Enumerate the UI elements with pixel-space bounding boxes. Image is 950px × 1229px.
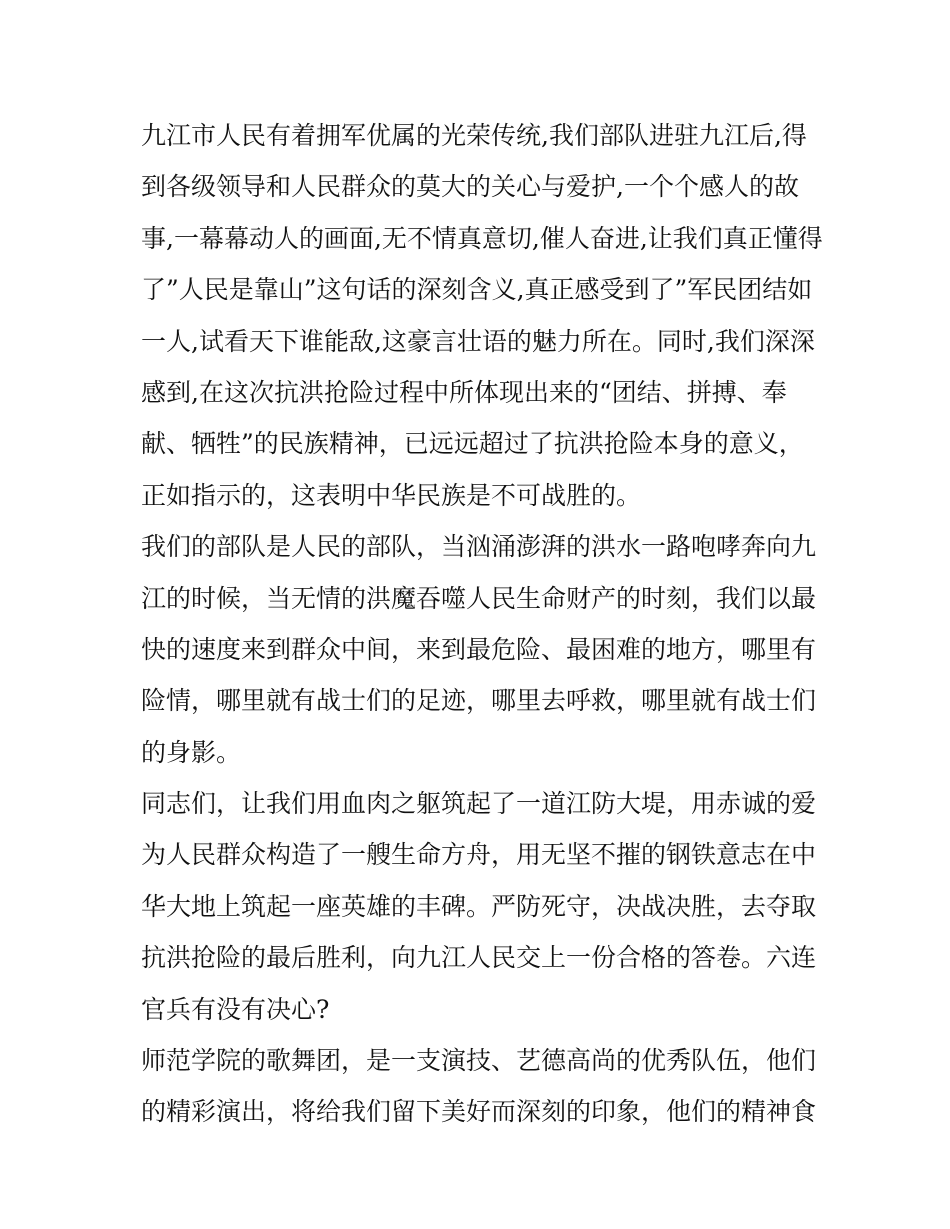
text-line: 快的速度来到群众中间，来到最危险、最困难的地方，哪里有 xyxy=(141,634,817,664)
text-line: 了”人民是靠山”这句话的深刻含义,真正感受到了”军民团结如 xyxy=(141,275,813,305)
text-line: 感到,在这次抗洪抢险过程中所体现出来的“团结、拼搏、奉 xyxy=(141,377,787,407)
text-line: 官兵有没有决心? xyxy=(141,994,330,1024)
text-line: 师范学院的歌舞团，是一支演技、艺德高尚的优秀队伍，他们 xyxy=(141,1046,817,1076)
text-line: 华大地上筑起一座英雄的丰碑。严防死守，决战决胜，去夺取 xyxy=(141,891,817,921)
text-line: 同志们，让我们用血肉之躯筑起了一道江防大堤，用赤诚的爱 xyxy=(141,789,817,819)
text-line: 为人民群众构造了一艘生命方舟，用无坚不摧的钢铁意志在中 xyxy=(141,840,817,870)
text-line: 我们的部队是人民的部队，当汹涌澎湃的洪水一路咆哮奔向九 xyxy=(141,532,817,562)
text-line: 献、牺牲”的民族精神，已远远超过了抗洪抢险本身的意义， xyxy=(141,429,804,459)
text-line: 的精彩演出，将给我们留下美好而深刻的印象，他们的精神食 xyxy=(141,1097,817,1127)
document-body xyxy=(141,110,823,1138)
text-line: 江的时候，当无情的洪魔吞噬人民生命财产的时刻，我们以最 xyxy=(141,583,817,613)
text-line: 的身影。 xyxy=(141,737,242,767)
text-line: 险情，哪里就有战士们的足迹，哪里去呼救，哪里就有战士们 xyxy=(141,686,817,716)
text-line: 抗洪抢险的最后胜利，向九江人民交上一份合格的答卷。六连 xyxy=(141,943,817,973)
text-line: 九江市人民有着拥军优属的光荣传统,我们部队进驻九江后,得 xyxy=(141,121,807,150)
text-line: 正如指示的，这表明中华民族是不可战胜的。 xyxy=(141,480,642,510)
text-line: 一人,试看天下谁能敌,这豪言壮语的魅力所在。同时,我们深深 xyxy=(141,326,815,356)
text-line: 事,一幕幕动人的画面,无不情真意切,催人奋进,让我们真正懂得 xyxy=(141,223,823,253)
text-line: 到各级领导和人民群众的莫大的关心与爱护,一个个感人的故 xyxy=(141,172,799,202)
